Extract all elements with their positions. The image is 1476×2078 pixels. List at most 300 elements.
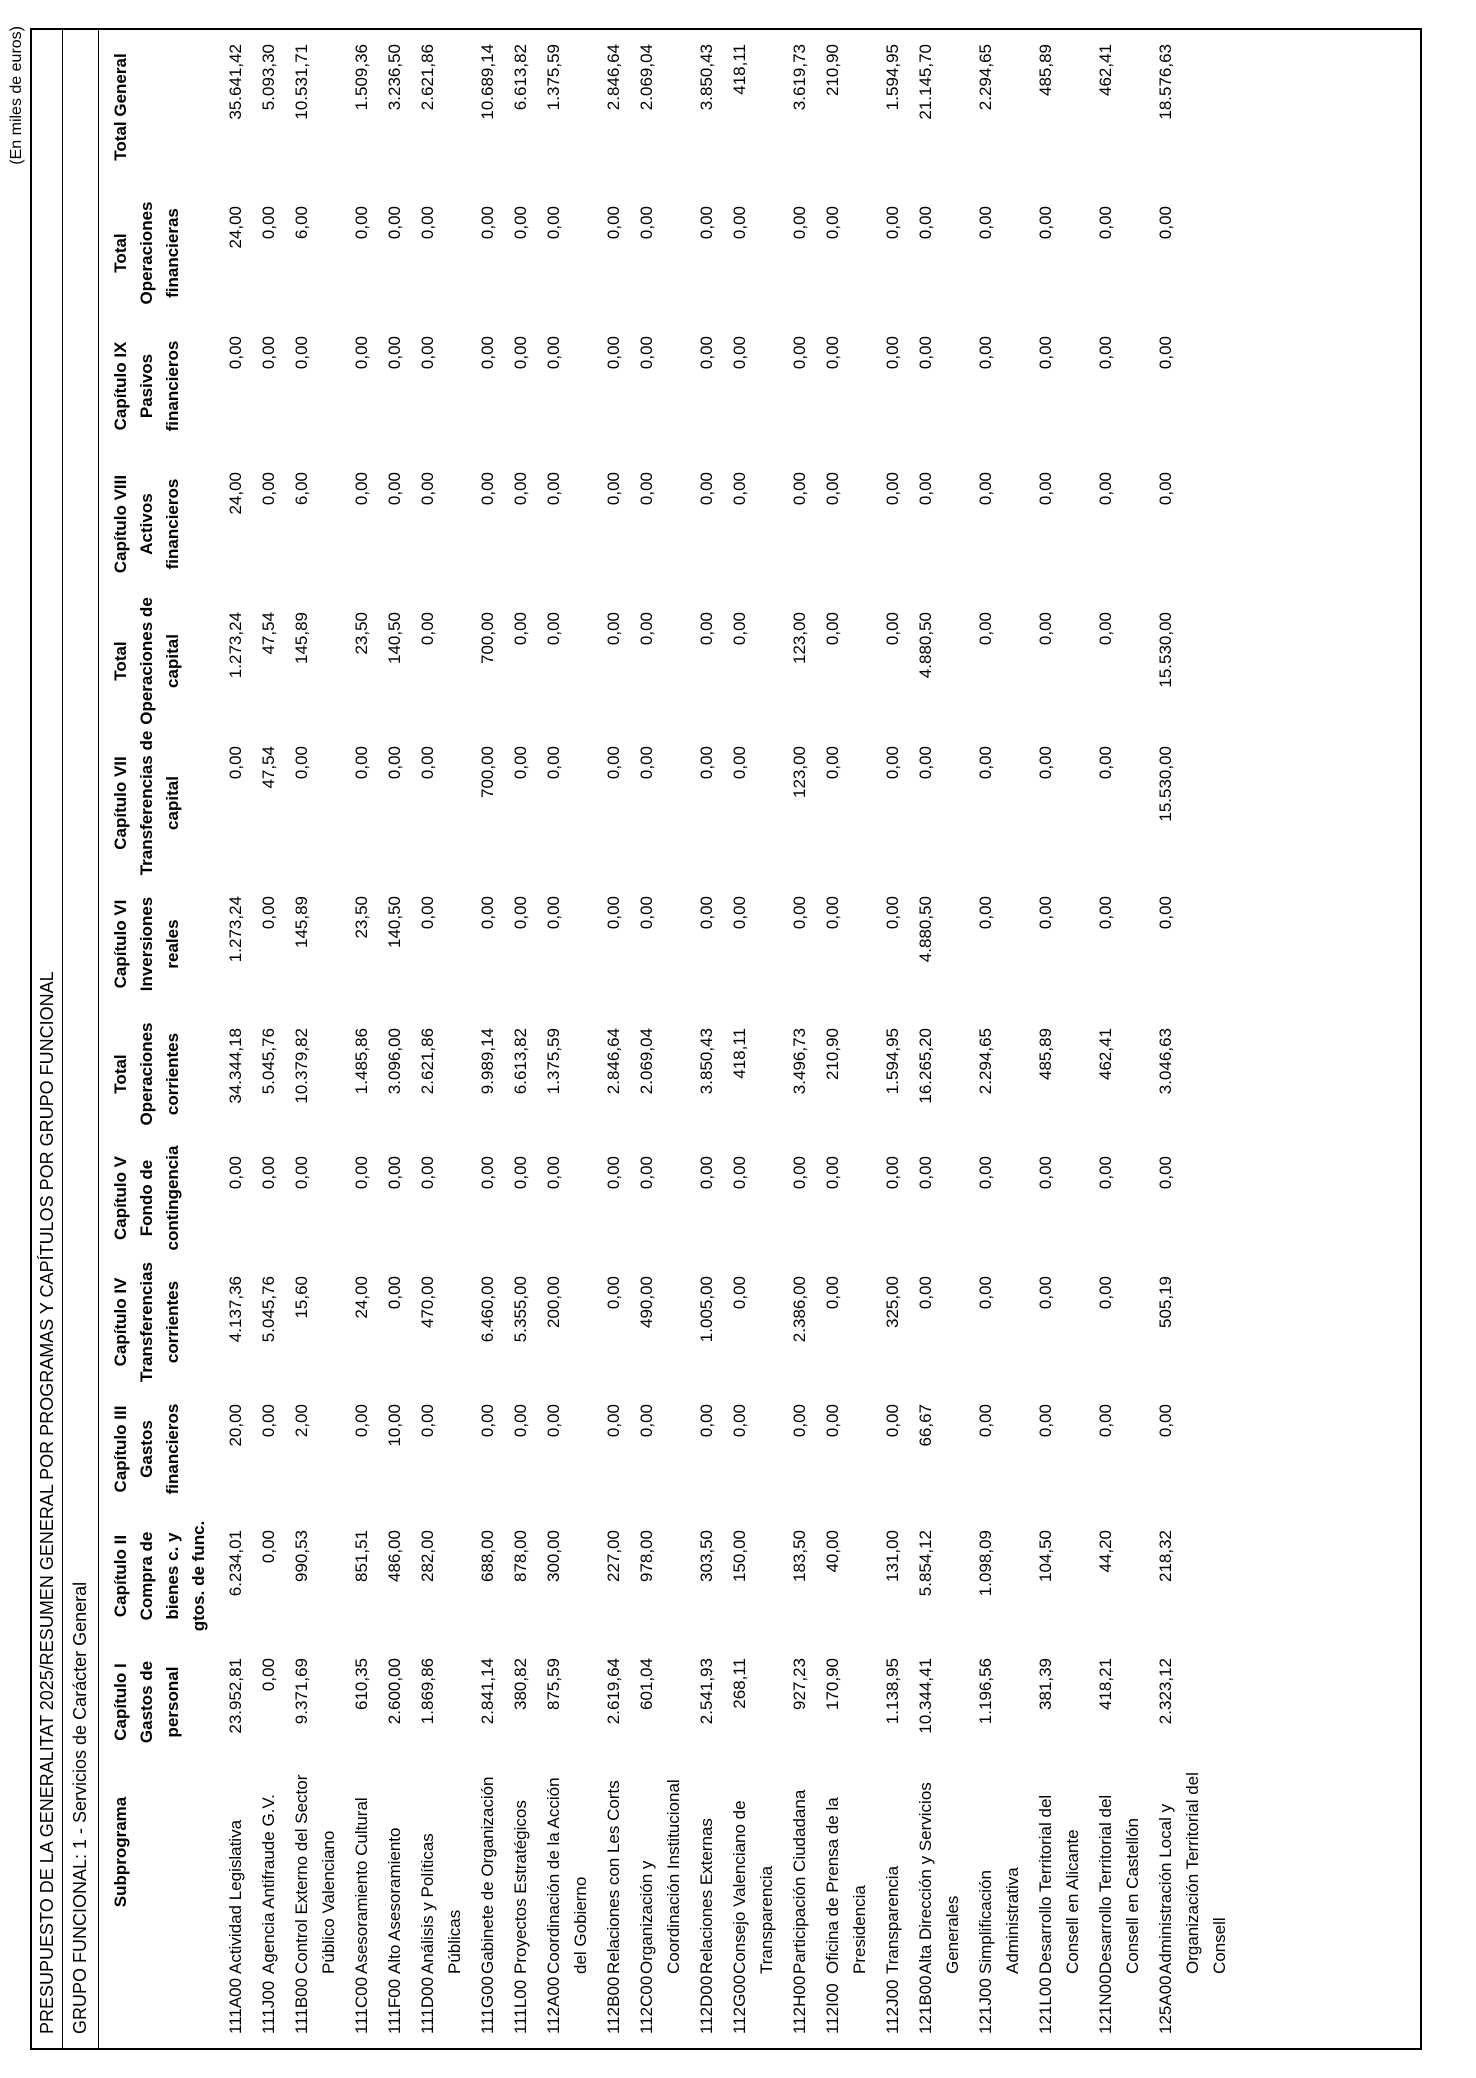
cell-tg: 2.294,65 bbox=[976, 44, 995, 111]
row-subprograma: Organización y Coordinación Institucional bbox=[637, 1779, 683, 1974]
cell-c4: 200,00 bbox=[544, 1276, 563, 1328]
cell-tg: 35.641,42 bbox=[226, 44, 245, 120]
cell-c3: 0,00 bbox=[976, 1404, 995, 1438]
cell-c8: 24,00 bbox=[226, 472, 245, 515]
table-row bbox=[873, 26, 906, 2048]
row-subprograma: Relaciones con Les Corts bbox=[604, 1780, 623, 1974]
cell-c3: 10,00 bbox=[385, 1404, 404, 1447]
cell-c2: 303,50 bbox=[697, 1530, 716, 1582]
header-row bbox=[98, 26, 216, 2048]
row-code: 112D00 bbox=[697, 1975, 716, 2034]
cell-tg: 3.850,43 bbox=[697, 44, 716, 111]
cell-c8: 0,00 bbox=[1096, 472, 1115, 506]
cell-c7: 0,00 bbox=[418, 746, 437, 780]
row-code: 112A00 bbox=[544, 1976, 563, 2034]
row-code: 111G00 bbox=[478, 1976, 497, 2034]
cell-c6: 0,00 bbox=[259, 896, 278, 930]
cell-c9: 0,00 bbox=[730, 336, 749, 370]
cell-c8: 0,00 bbox=[1036, 472, 1055, 506]
table-row bbox=[534, 26, 594, 2048]
row-subprograma: Desarrollo Territorial del Consell en Alicante bbox=[1036, 1794, 1082, 1974]
cell-c4: 5.355,00 bbox=[511, 1276, 530, 1343]
cell-c6: 0,00 bbox=[511, 896, 530, 930]
row-subprograma: Simplificación Administrativa bbox=[976, 1867, 1022, 1974]
cell-c5: 0,00 bbox=[883, 1156, 902, 1190]
cell-tc: 2.294,65 bbox=[976, 1028, 995, 1095]
cell-c2: 44,20 bbox=[1096, 1530, 1115, 1573]
cell-tg: 2.069,04 bbox=[637, 44, 656, 111]
cell-tg: 1.509,36 bbox=[352, 44, 371, 111]
cell-c7: 0,00 bbox=[544, 746, 563, 780]
row-subprograma: Actividad Legislativa bbox=[226, 1819, 245, 1974]
cell-c6: 0,00 bbox=[604, 896, 623, 930]
cell-c2: 6.234,01 bbox=[226, 1530, 245, 1597]
header-total-general: Total General bbox=[111, 53, 130, 161]
cell-c9: 0,00 bbox=[637, 336, 656, 370]
header-cap9: Capítulo IX Pasivos financieros bbox=[111, 340, 182, 432]
cell-tk: 0,00 bbox=[1036, 612, 1055, 646]
cell-c9: 0,00 bbox=[259, 336, 278, 370]
cell-c7: 0,00 bbox=[385, 746, 404, 780]
cell-tk: 0,00 bbox=[418, 612, 437, 646]
cell-c8: 0,00 bbox=[259, 472, 278, 506]
cell-c9: 0,00 bbox=[385, 336, 404, 370]
row-subprograma: Análisis y Políticas Públicas bbox=[418, 1833, 464, 1974]
row-code: 111C00 bbox=[352, 1976, 371, 2034]
cell-c6: 0,00 bbox=[1096, 896, 1115, 930]
cell-c9: 0,00 bbox=[916, 336, 935, 370]
cell-c3: 0,00 bbox=[259, 1404, 278, 1438]
cell-c8: 0,00 bbox=[604, 472, 623, 506]
cell-tg: 418,11 bbox=[730, 44, 749, 95]
cell-tg: 1.594,95 bbox=[883, 44, 902, 111]
cell-c8: 0,00 bbox=[637, 472, 656, 506]
cell-c2: 150,00 bbox=[730, 1530, 749, 1582]
cell-c9: 0,00 bbox=[1096, 336, 1115, 370]
table-row bbox=[216, 26, 249, 2048]
cell-tc: 3.096,00 bbox=[385, 1028, 404, 1095]
cell-tk: 0,00 bbox=[544, 612, 563, 646]
cell-c4: 1.005,00 bbox=[697, 1276, 716, 1343]
cell-c7: 0,00 bbox=[226, 746, 245, 780]
cell-tf: 0,00 bbox=[544, 206, 563, 240]
cell-c9: 0,00 bbox=[604, 336, 623, 370]
cell-c7: 0,00 bbox=[697, 746, 716, 780]
cell-c5: 0,00 bbox=[730, 1156, 749, 1190]
cell-tf: 0,00 bbox=[916, 206, 935, 240]
cell-tg: 10.531,71 bbox=[292, 44, 311, 120]
cell-c1: 268,11 bbox=[730, 1658, 749, 1709]
cell-c3: 0,00 bbox=[544, 1404, 563, 1438]
cell-tc: 1.485,86 bbox=[352, 1028, 371, 1095]
cell-c3: 0,00 bbox=[697, 1404, 716, 1438]
cell-c6: 0,00 bbox=[697, 896, 716, 930]
cell-c1: 9.371,69 bbox=[292, 1658, 311, 1725]
cell-c9: 0,00 bbox=[544, 336, 563, 370]
cell-c5: 0,00 bbox=[226, 1156, 245, 1190]
cell-c9: 0,00 bbox=[352, 336, 371, 370]
row-subprograma: Transparencia bbox=[883, 1865, 902, 1974]
cell-c5: 0,00 bbox=[637, 1156, 656, 1190]
cell-c3: 0,00 bbox=[1156, 1404, 1175, 1438]
table-row bbox=[1026, 26, 1086, 2048]
cell-c3: 0,00 bbox=[418, 1404, 437, 1438]
cell-tg: 10.689,14 bbox=[478, 44, 497, 120]
cell-c9: 0,00 bbox=[511, 336, 530, 370]
table-row bbox=[375, 26, 408, 2048]
cell-c9: 0,00 bbox=[418, 336, 437, 370]
cell-tk: 123,00 bbox=[790, 612, 809, 664]
cell-c8: 0,00 bbox=[976, 472, 995, 506]
cell-c2: 104,50 bbox=[1036, 1530, 1055, 1582]
header-cap4: Capítulo IV Transferencias corrientes bbox=[111, 1262, 182, 1383]
cell-c6: 0,00 bbox=[1036, 896, 1055, 930]
cell-c5: 0,00 bbox=[1036, 1156, 1055, 1190]
cell-c6: 0,00 bbox=[730, 896, 749, 930]
cell-c8: 0,00 bbox=[697, 472, 716, 506]
cell-c2: 183,50 bbox=[790, 1530, 809, 1582]
cell-c2: 40,00 bbox=[823, 1530, 842, 1573]
cell-c1: 1.138,95 bbox=[883, 1658, 902, 1725]
cell-tf: 0,00 bbox=[385, 206, 404, 240]
cell-c2: 688,00 bbox=[478, 1530, 497, 1582]
row-subprograma: Proyectos Estratégicos bbox=[511, 1800, 530, 1974]
table-row bbox=[594, 26, 627, 2048]
cell-c5: 0,00 bbox=[823, 1156, 842, 1190]
cell-c1: 2.619,64 bbox=[604, 1658, 623, 1725]
cell-c7: 0,00 bbox=[637, 746, 656, 780]
cell-tg: 2.621,86 bbox=[418, 44, 437, 111]
cell-tc: 1.375,59 bbox=[544, 1028, 563, 1095]
cell-tf: 0,00 bbox=[790, 206, 809, 240]
cell-tc: 5.045,76 bbox=[259, 1028, 278, 1095]
cell-tc: 462,41 bbox=[1096, 1028, 1115, 1080]
cell-c4: 0,00 bbox=[1036, 1276, 1055, 1310]
cell-c7: 700,00 bbox=[478, 746, 497, 798]
cell-tf: 0,00 bbox=[418, 206, 437, 240]
cell-c5: 0,00 bbox=[418, 1156, 437, 1190]
cell-tg: 21.145,70 bbox=[916, 44, 935, 120]
cell-c7: 0,00 bbox=[916, 746, 935, 780]
cell-tc: 6.613,82 bbox=[511, 1028, 530, 1095]
row-code: 112B00 bbox=[604, 1976, 623, 2034]
cell-c8: 0,00 bbox=[730, 472, 749, 506]
cell-c7: 0,00 bbox=[1036, 746, 1055, 780]
cell-tc: 9.989,14 bbox=[478, 1028, 497, 1095]
table-row bbox=[720, 26, 780, 2048]
cell-c3: 0,00 bbox=[352, 1404, 371, 1438]
cell-tf: 0,00 bbox=[1156, 206, 1175, 240]
table-row bbox=[408, 26, 468, 2048]
cell-c3: 0,00 bbox=[604, 1404, 623, 1438]
cell-tf: 0,00 bbox=[478, 206, 497, 240]
cell-tg: 6.613,82 bbox=[511, 44, 530, 111]
header-total-capital: Total Operaciones de capital bbox=[111, 597, 182, 725]
cell-c6: 0,00 bbox=[418, 896, 437, 930]
cell-c1: 1.869,86 bbox=[418, 1658, 437, 1725]
cell-c5: 0,00 bbox=[976, 1156, 995, 1190]
cell-c8: 0,00 bbox=[1156, 472, 1175, 506]
cell-tf: 0,00 bbox=[637, 206, 656, 240]
cell-c5: 0,00 bbox=[478, 1156, 497, 1190]
row-code: 112J00 bbox=[883, 1979, 902, 2034]
row-subprograma: Alta Dirección y Servicios Generales bbox=[916, 1782, 962, 1974]
cell-c2: 131,00 bbox=[883, 1530, 902, 1582]
cell-c3: 66,67 bbox=[916, 1404, 935, 1447]
cell-c2: 1.098,09 bbox=[976, 1530, 995, 1597]
cell-c9: 0,00 bbox=[292, 336, 311, 370]
cell-c9: 0,00 bbox=[1036, 336, 1055, 370]
cell-c8: 0,00 bbox=[790, 472, 809, 506]
table-row bbox=[342, 26, 375, 2048]
cell-c3: 2,00 bbox=[292, 1404, 311, 1438]
cell-c1: 23.952,81 bbox=[226, 1658, 245, 1734]
cell-c9: 0,00 bbox=[478, 336, 497, 370]
cell-c2: 851,51 bbox=[352, 1530, 371, 1582]
cell-tg: 5.093,30 bbox=[259, 44, 278, 111]
cell-c7: 0,00 bbox=[883, 746, 902, 780]
cell-c3: 0,00 bbox=[478, 1404, 497, 1438]
cell-c4: 0,00 bbox=[823, 1276, 842, 1310]
report-frame bbox=[30, 28, 1422, 2050]
cell-c8: 6,00 bbox=[292, 472, 311, 506]
header-subprograma: Subprograma bbox=[111, 1796, 130, 1908]
cell-c2: 300,00 bbox=[544, 1530, 563, 1582]
cell-c4: 0,00 bbox=[604, 1276, 623, 1310]
cell-c7: 123,00 bbox=[790, 746, 809, 798]
cell-c7: 0,00 bbox=[604, 746, 623, 780]
cell-c7: 0,00 bbox=[292, 746, 311, 780]
cell-c4: 4.137,36 bbox=[226, 1276, 245, 1343]
cell-tc: 2.069,04 bbox=[637, 1028, 656, 1095]
cell-c4: 490,00 bbox=[637, 1276, 656, 1328]
row-subprograma: Alto Asesoramiento bbox=[385, 1827, 404, 1974]
cell-c4: 0,00 bbox=[916, 1276, 935, 1310]
cell-c7: 0,00 bbox=[730, 746, 749, 780]
table-row bbox=[249, 26, 282, 2048]
header-cap5: Capítulo V Fondo de contingencia bbox=[111, 1145, 182, 1251]
cell-c5: 0,00 bbox=[385, 1156, 404, 1190]
cell-c9: 0,00 bbox=[976, 336, 995, 370]
group-functional-label bbox=[62, 30, 99, 2048]
cell-tc: 418,11 bbox=[730, 1028, 749, 1079]
cell-tg: 485,89 bbox=[1036, 44, 1055, 96]
cell-c3: 0,00 bbox=[1036, 1404, 1055, 1438]
cell-c6: 0,00 bbox=[478, 896, 497, 930]
cell-c3: 0,00 bbox=[730, 1404, 749, 1438]
cell-tc: 3.046,63 bbox=[1156, 1028, 1175, 1095]
cell-tc: 1.594,95 bbox=[883, 1028, 902, 1095]
cell-tf: 0,00 bbox=[976, 206, 995, 240]
cell-tk: 145,89 bbox=[292, 612, 311, 664]
row-code: 111D00 bbox=[418, 1976, 437, 2034]
cell-tf: 0,00 bbox=[511, 206, 530, 240]
cell-tf: 0,00 bbox=[352, 206, 371, 240]
table-row bbox=[282, 26, 342, 2048]
cell-c5: 0,00 bbox=[916, 1156, 935, 1190]
header-total-corrientes: Total Operaciones corrientes bbox=[111, 1022, 182, 1126]
cell-tc: 2.621,86 bbox=[418, 1028, 437, 1095]
header-cap2: Capítulo II Compra de bienes c. y gtos. de func. bbox=[111, 1520, 208, 1632]
cell-tf: 24,00 bbox=[226, 206, 245, 249]
cell-c8: 0,00 bbox=[823, 472, 842, 506]
row-subprograma: Relaciones Externas bbox=[697, 1818, 716, 1974]
cell-c9: 0,00 bbox=[790, 336, 809, 370]
table-row bbox=[813, 26, 873, 2048]
cell-c1: 381,39 bbox=[1036, 1658, 1055, 1710]
cell-c6: 0,00 bbox=[790, 896, 809, 930]
cell-c6: 0,00 bbox=[976, 896, 995, 930]
cell-c7: 0,00 bbox=[511, 746, 530, 780]
cell-c9: 0,00 bbox=[226, 336, 245, 370]
cell-tg: 3.236,50 bbox=[385, 44, 404, 111]
cell-c9: 0,00 bbox=[823, 336, 842, 370]
cell-tc: 2.846,64 bbox=[604, 1028, 623, 1095]
cell-tk: 47,54 bbox=[259, 612, 278, 655]
cell-c2: 978,00 bbox=[637, 1530, 656, 1582]
cell-c4: 15,60 bbox=[292, 1276, 311, 1319]
cell-c2: 990,53 bbox=[292, 1530, 311, 1582]
cell-tk: 0,00 bbox=[1096, 612, 1115, 646]
cell-c6: 23,50 bbox=[352, 896, 371, 939]
cell-tk: 1.273,24 bbox=[226, 612, 245, 679]
row-code: 111B00 bbox=[292, 1977, 311, 2034]
cell-c5: 0,00 bbox=[544, 1156, 563, 1190]
cell-c4: 470,00 bbox=[418, 1276, 437, 1328]
row-subprograma: Control Externo del Sector Público Valenciano bbox=[292, 1774, 338, 1974]
row-code: 111F00 bbox=[385, 1978, 404, 2034]
cell-c8: 0,00 bbox=[883, 472, 902, 506]
cell-c7: 0,00 bbox=[823, 746, 842, 780]
cell-tc: 10.379,82 bbox=[292, 1028, 311, 1104]
cell-tc: 34.344,18 bbox=[226, 1028, 245, 1104]
table-row bbox=[780, 26, 813, 2048]
cell-c5: 0,00 bbox=[511, 1156, 530, 1190]
table-row bbox=[501, 26, 534, 2048]
cell-c1: 380,82 bbox=[511, 1658, 530, 1710]
cell-tk: 0,00 bbox=[511, 612, 530, 646]
cell-c1: 875,59 bbox=[544, 1658, 563, 1710]
row-code: 112H00 bbox=[790, 1975, 809, 2034]
cell-tg: 18.576,63 bbox=[1156, 44, 1175, 120]
cell-c1: 1.196,56 bbox=[976, 1658, 995, 1725]
cell-c9: 0,00 bbox=[883, 336, 902, 370]
row-subprograma: Asesoramiento Cultural bbox=[352, 1797, 371, 1974]
cell-c8: 0,00 bbox=[352, 472, 371, 506]
row-subprograma: Administración Local y Organización Territorial del Consell bbox=[1156, 1772, 1229, 1974]
cell-c3: 0,00 bbox=[1096, 1404, 1115, 1438]
cell-c3: 0,00 bbox=[883, 1404, 902, 1438]
cell-tc: 3.496,73 bbox=[790, 1028, 809, 1095]
cell-c2: 5.854,12 bbox=[916, 1530, 935, 1597]
cell-c3: 0,00 bbox=[511, 1404, 530, 1438]
row-subprograma: Agencia Antifraude G.V. bbox=[259, 1794, 278, 1974]
cell-c5: 0,00 bbox=[259, 1156, 278, 1190]
units-note: (En miles de euros) bbox=[8, 26, 25, 165]
cell-tk: 0,00 bbox=[604, 612, 623, 646]
cell-tf: 0,00 bbox=[1036, 206, 1055, 240]
cell-c6: 0,00 bbox=[1156, 896, 1175, 930]
row-code: 125A00 bbox=[1156, 1975, 1175, 2034]
cell-tf: 6,00 bbox=[292, 206, 311, 240]
group-label: GRUPO FUNCIONAL: 1 - Servicios de Carácter General bbox=[70, 1581, 90, 2034]
row-subprograma: Participación Ciudadana bbox=[790, 1789, 809, 1974]
cell-c7: 0,00 bbox=[976, 746, 995, 780]
cell-tg: 210,90 bbox=[823, 44, 842, 96]
report-title: PRESUPUESTO DE LA GENERALITAT 2025/RESUMEN GENERAL POR PROGRAMAS Y CAPÍTULOS POR GRUPO FUNCIONAL bbox=[32, 30, 63, 2048]
row-code: 121B00 bbox=[916, 1975, 935, 2034]
cell-c5: 0,00 bbox=[604, 1156, 623, 1190]
header-cap1: Capítulo I Gastos de personal bbox=[111, 1660, 182, 1744]
cell-c4: 0,00 bbox=[730, 1276, 749, 1310]
cell-c8: 0,00 bbox=[544, 472, 563, 506]
cell-c4: 5.045,76 bbox=[259, 1276, 278, 1343]
cell-tc: 210,90 bbox=[823, 1028, 842, 1080]
cell-c1: 610,35 bbox=[352, 1658, 371, 1710]
header-cap8: Capítulo VIII Activos financieros bbox=[111, 474, 182, 574]
cell-c6: 1.273,24 bbox=[226, 896, 245, 963]
cell-tk: 4.880,50 bbox=[916, 612, 935, 679]
row-code: 112G00 bbox=[730, 1974, 749, 2034]
cell-c2: 486,00 bbox=[385, 1530, 404, 1582]
table-body bbox=[216, 26, 1233, 2048]
cell-tk: 140,50 bbox=[385, 612, 404, 664]
cell-c1: 418,21 bbox=[1096, 1658, 1115, 1710]
table-row bbox=[906, 26, 966, 2048]
row-code: 112I00 bbox=[823, 1983, 842, 2034]
cell-tf: 0,00 bbox=[730, 206, 749, 240]
cell-c4: 24,00 bbox=[352, 1276, 371, 1319]
cell-c5: 0,00 bbox=[1156, 1156, 1175, 1190]
cell-tk: 0,00 bbox=[883, 612, 902, 646]
row-subprograma: Oficina de Prensa de la Presidencia bbox=[823, 1797, 869, 1974]
table-row bbox=[1146, 26, 1233, 2048]
cell-tk: 0,00 bbox=[823, 612, 842, 646]
cell-c8: 0,00 bbox=[418, 472, 437, 506]
cell-c5: 0,00 bbox=[292, 1156, 311, 1190]
cell-tk: 15.530,00 bbox=[1156, 612, 1175, 688]
cell-c3: 20,00 bbox=[226, 1404, 245, 1447]
cell-c6: 0,00 bbox=[544, 896, 563, 930]
cell-tf: 0,00 bbox=[823, 206, 842, 240]
cell-c1: 2.323,12 bbox=[1156, 1658, 1175, 1725]
cell-c4: 325,00 bbox=[883, 1276, 902, 1328]
cell-c2: 218,32 bbox=[1156, 1530, 1175, 1582]
cell-tf: 0,00 bbox=[604, 206, 623, 240]
cell-c6: 0,00 bbox=[883, 896, 902, 930]
header-code bbox=[98, 1978, 216, 2048]
row-code: 121L00 bbox=[1036, 1977, 1055, 2034]
cell-tf: 0,00 bbox=[1096, 206, 1115, 240]
cell-c8: 0,00 bbox=[511, 472, 530, 506]
cell-tk: 0,00 bbox=[730, 612, 749, 646]
cell-c5: 0,00 bbox=[697, 1156, 716, 1190]
table-row bbox=[966, 26, 1026, 2048]
row-subprograma: Coordinación de la Acción del Gobierno bbox=[544, 1777, 590, 1974]
cell-c5: 0,00 bbox=[352, 1156, 371, 1190]
table-row bbox=[468, 26, 501, 2048]
cell-tc: 16.265,20 bbox=[916, 1028, 935, 1104]
header-cap7: Capítulo VII Transferencias de capital bbox=[111, 730, 182, 876]
cell-tc: 485,89 bbox=[1036, 1028, 1055, 1080]
row-code: 111A00 bbox=[226, 1977, 245, 2034]
row-subprograma: Gabinete de Organización bbox=[478, 1776, 497, 1974]
cell-c1: 10.344,41 bbox=[916, 1658, 935, 1734]
cell-tk: 0,00 bbox=[637, 612, 656, 646]
cell-c6: 0,00 bbox=[637, 896, 656, 930]
row-code: 111J00 bbox=[259, 1980, 278, 2034]
cell-tg: 2.846,64 bbox=[604, 44, 623, 111]
